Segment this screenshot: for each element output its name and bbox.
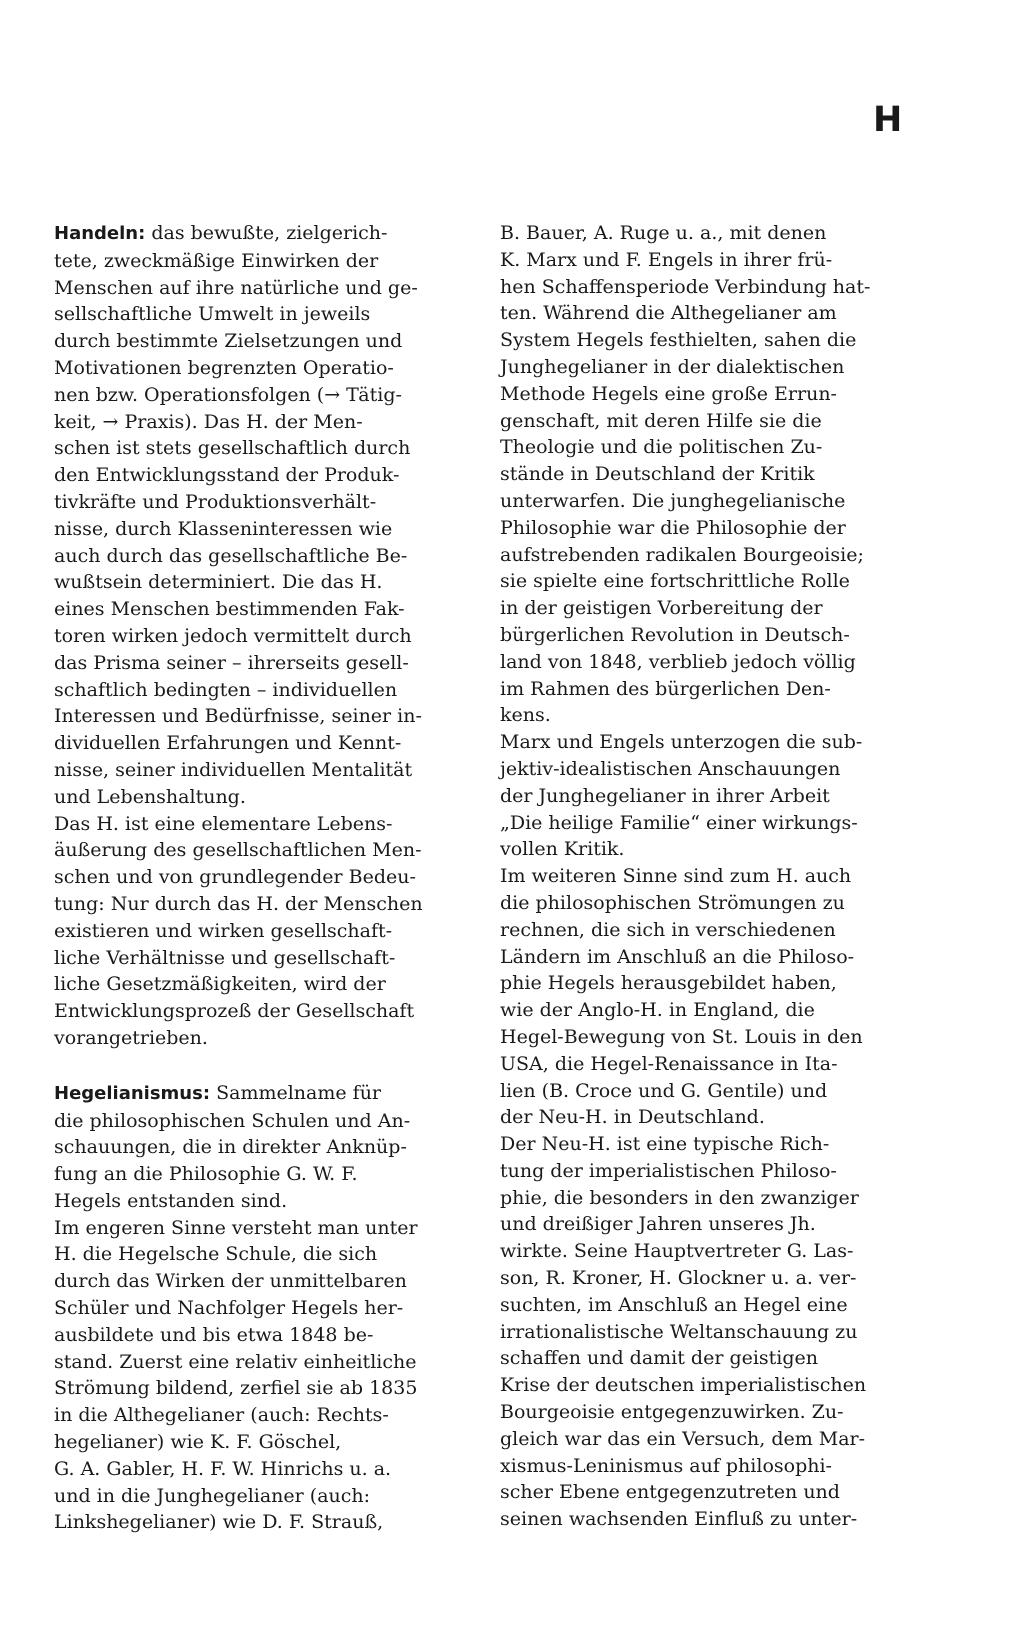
text-line: wie der Anglo-H. in England, die [500,999,815,1022]
text-line: hegelianer) wie K. F. Göschel, [54,1431,342,1454]
text-line: in der geistigen Vorbereitung der [500,597,823,620]
text-line: stand. Zuerst eine relativ einheitliche [54,1350,417,1373]
text-line: phie Hegels herausgebildet haben, [500,972,837,995]
text-line: Marx und Engels unterzogen die sub- [500,731,863,754]
text-line: bürgerlichen Revolution in Deutsch- [500,623,850,646]
text-line: aufstrebenden radikalen Bourgeoisie; [500,543,864,566]
text-line: vorangetrieben. [54,1026,208,1049]
text-line: die philosophischen Strömungen zu [500,891,845,914]
text-line: tivkräfte und Produktionsverhält- [54,490,377,513]
text-line: G. A. Gabler, H. F. W. Hinrichs u. a. [54,1457,392,1480]
text-line: Entwicklungsprozeß der Gesellschaft [54,1000,415,1023]
text-line: wirkte. Seine Hauptvertreter G. Las- [500,1240,854,1263]
text-line: Das H. ist eine elementare Lebens- [54,812,393,835]
text-line: Hegel-Bewegung von St. Louis in den [500,1025,863,1048]
text-line: nisse, seiner individuellen Mentalität [54,758,413,781]
text-line: nen bzw. Operationsfolgen (→ Tätig- [54,383,402,406]
text-line: tung: Nur durch das H. der Menschen [54,892,423,915]
entry-hegelianismus-first-line: Hegelianismus: Sammelname für [54,1081,382,1104]
text-line: der Neu-H. in Deutschland. [500,1106,765,1129]
text-line: im Rahmen des bürgerlichen Den- [500,677,831,700]
text-line: schaftlich bedingten – individuellen [54,678,398,701]
text-line: phie, die besonders in den zwanziger [500,1186,859,1209]
text-line: vollen Kritik. [500,838,625,861]
text-line: existieren und wirken gesellschaft- [54,919,393,942]
text-line: Interessen und Bedürfnisse, seiner in- [54,705,422,728]
text-line: H. die Hegelsche Schule, die sich [54,1243,378,1266]
entry-hegelianismus-body [54,1108,456,1537]
section-letter: H [873,100,903,140]
text-line: rechnen, die sich in verschiedenen [500,918,836,941]
headword-handeln: Handeln: [54,223,146,244]
text-line: Der Neu-H. ist eine typische Rich- [500,1133,830,1156]
text-line: unterwarfen. Die junghegelianische [500,489,846,512]
text-line: liche Verhältnisse und gesellschaft- [54,946,396,969]
text-line: USA, die Hegel-Renaissance in Ita- [500,1052,838,1075]
text-line: genschaft, mit deren Hilfe sie die [500,409,822,432]
text-line: auch durch das gesellschaftliche Be- [54,544,408,567]
text-line: dividuellen Erfahrungen und Kennt- [54,732,402,755]
text-line: Menschen auf ihre natürliche und ge- [54,276,418,299]
text-line: das Prisma seiner – ihrerseits gesell- [54,651,409,674]
text-line: nisse, durch Klasseninteressen wie [54,517,393,540]
text-line: Junghegelianer in der dialektischen [500,355,845,378]
text-line: und in die Junghegelianer (auch: [54,1484,371,1507]
text-line: die philosophischen Schulen und An- [54,1109,411,1132]
text-line: fung an die Philosophie G. W. F. [54,1163,358,1186]
text-line: toren wirken jedoch vermittelt durch [54,624,412,647]
text-line: jektiv-idealistischen Anschauungen [500,757,841,780]
text-line: kens. [500,704,551,727]
text-line: durch das Wirken der unmittelbaren [54,1270,407,1293]
text-line: liche Gesetzmäßigkeiten, wird der [54,973,386,996]
text-line: suchten, im Anschluß an Hegel eine [500,1293,848,1316]
text-line: son, R. Kroner, H. Glockner u. a. ver- [500,1267,857,1290]
text-line: tete, zweckmäßige Einwirken der [54,249,379,272]
text-line: lien (B. Croce und G. Gentile) und [500,1079,828,1102]
text-line: keit, → Praxis). Das H. der Men- [54,410,363,433]
entry-handeln-first-line: Handeln: das bewußte, zielgerich- [54,222,388,244]
text-line: schauungen, die in direkter Anknüp- [54,1136,407,1159]
text-line: äußerung des gesellschaftlichen Men- [54,839,422,862]
text-line: sie spielte eine fortschrittliche Rolle [500,570,850,593]
text-line: Linkshegelianer) wie D. F. Strauß, [54,1511,384,1534]
entry-handeln-body [54,248,456,1052]
text-line: Theologie und die politischen Zu- [500,436,823,459]
text-line: Im engeren Sinne versteht man unter [54,1216,418,1239]
text-line: den Entwicklungsstand der Produk- [54,464,400,487]
text-line: irrationalistische Weltanschauung zu [500,1320,858,1343]
text-line: Hegels entstanden sind. [54,1189,288,1212]
text-line: Schüler und Nachfolger Hegels her- [54,1297,404,1320]
text-line: und dreißiger Jahren unseres Jh. [500,1213,816,1236]
text-line: K. Marx und F. Engels in ihrer frü- [500,248,833,271]
text-line: der Junghegelianer in ihrer Arbeit [500,784,830,807]
text-line: schaffen und damit der geistigen [500,1347,819,1370]
text-line: hen Schaffensperiode Verbindung hat- [500,275,871,298]
text-line: Philosophie war die Philosophie der [500,516,846,539]
text-line: Strömung bildend, zerfiel sie ab 1835 [54,1377,418,1400]
text-line: System Hegels festhielten, sahen die [500,329,857,352]
text-line: wußtsein determiniert. Die das H. [54,571,383,594]
text-line: Bourgeoisie entgegenzuwirken. Zu- [500,1401,844,1424]
text-line: durch bestimmte Zielsetzungen und [54,330,403,353]
text-line: ten. Während die Althegelianer am [500,302,837,325]
text-line: Krise der deutschen imperialistischen [500,1374,867,1397]
text-line: „Die heilige Familie“ einer wirkungs- [500,811,858,834]
text-line: Ländern im Anschluß an die Philoso- [500,945,855,968]
text-line: ausbildete und bis etwa 1848 be- [54,1323,374,1346]
text-line: schen ist stets gesellschaftlich durch [54,437,411,460]
text-line: B. Bauer, A. Ruge u. a., mit denen [500,222,827,244]
text-line: land von 1848, verblieb jedoch völlig [500,650,856,673]
text-line: schen und von grundlegender Bedeu- [54,866,416,889]
text-line: in die Althegelianer (auch: Rechts- [54,1404,389,1427]
text-line: Methode Hegels eine große Errun- [500,382,837,405]
left-column [54,220,456,1536]
headword-hegelianismus: Hegelianismus: [54,1082,211,1104]
right-column [500,220,902,1533]
text-line: xismus-Leninismus auf philosophi- [500,1454,832,1477]
text-line: stände in Deutschland der Kritik [500,463,815,486]
text-line: gleich war das ein Versuch, dem Mar- [500,1427,866,1450]
text-line: scher Ebene entgegenzutreten und [500,1481,840,1504]
text-line: eines Menschen bestimmenden Fak- [54,598,405,621]
text-line: sellschaftliche Umwelt in jeweils [54,303,371,326]
text-line: seinen wachsenden Einfluß zu unter- [500,1508,858,1531]
text-line: und Lebenshaltung. [54,785,246,808]
text-line: Im weiteren Sinne sind zum H. auch [500,865,852,888]
text-line: tung der imperialistischen Philoso- [500,1159,837,1182]
text-line: Motivationen begrenzten Operatio- [54,356,394,379]
